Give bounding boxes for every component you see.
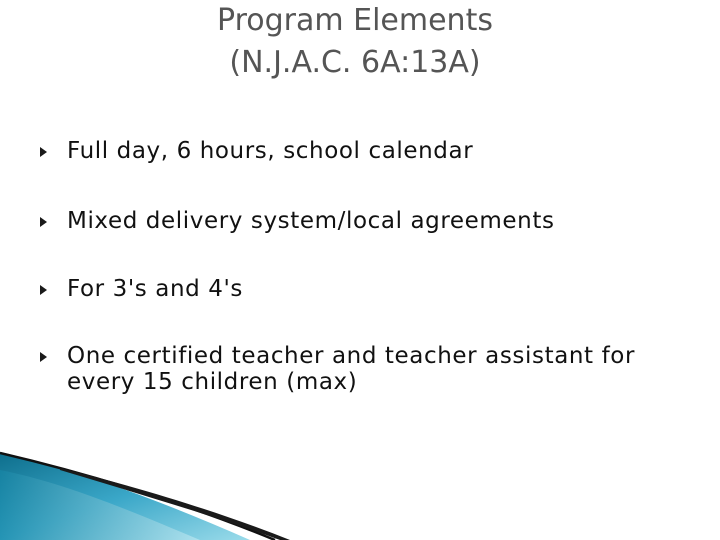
title-line-2: (N.J.A.C. 6A:13A) (229, 45, 481, 80)
bullet-text: One certified teacher and teacher assistant for every 15 children (max) (67, 343, 636, 395)
title-line-1: Program Elements (217, 3, 493, 38)
bullet-text: Mixed delivery system/local agreements (67, 208, 555, 234)
bullet-text: For 3's and 4's (67, 276, 244, 302)
bullet-text: Full day, 6 hours, school calendar (67, 138, 474, 164)
